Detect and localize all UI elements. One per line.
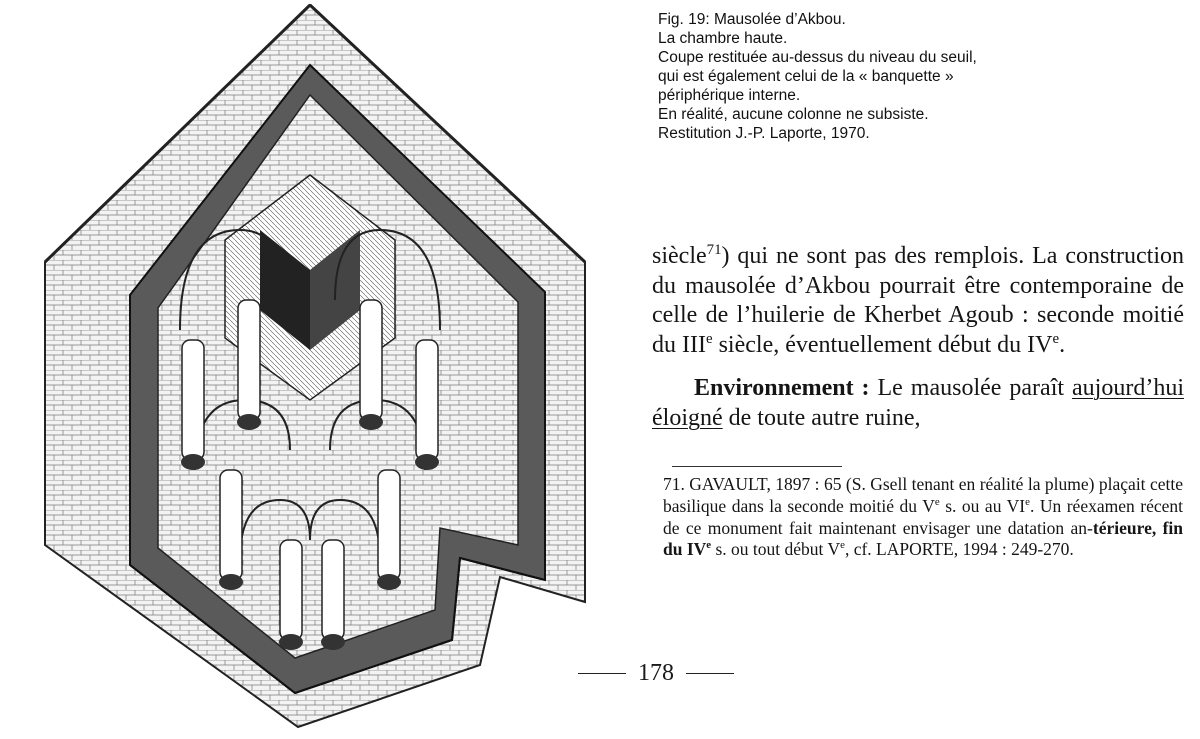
footnote-separator	[672, 466, 842, 467]
text-run: s. ou au VI	[939, 495, 1026, 516]
footnote-71	[663, 474, 1183, 561]
text-run: . Un réexamen récent de ce monument fait maintenant envisager une datation an-	[663, 495, 1183, 538]
superscript: e	[1025, 495, 1030, 508]
section-heading-inline: Environnement :	[694, 375, 870, 401]
caption-line: En réalité, aucune colonne ne subsiste.	[658, 106, 929, 123]
superscript: e	[1052, 330, 1060, 347]
paragraph-environnement	[652, 374, 1184, 433]
superscript: e	[706, 539, 712, 552]
text-run: .	[1059, 331, 1066, 358]
text-run: Le mausolée paraît	[869, 375, 1073, 401]
bold-text: térieure, fin du IV	[663, 517, 1183, 560]
caption-line: Fig. 19: Mausolée d’Akbou.	[658, 11, 846, 28]
text-run: de toute autre ruine,	[722, 404, 921, 431]
paragraph-dating	[652, 242, 1184, 360]
caption-line: Restitution J.-P. Laporte, 1970.	[658, 125, 870, 142]
mausoleum-drawing	[40, 0, 640, 739]
page-number: 178	[638, 659, 674, 686]
caption-line: qui est également celui de la « banquette »	[658, 68, 954, 85]
superscript: e	[840, 539, 845, 552]
page-number-dash-right	[686, 673, 734, 674]
body-text	[652, 242, 1184, 433]
superscript: e	[934, 495, 940, 508]
underlined-text: aujourd’hui éloigné	[652, 375, 1184, 431]
caption-line: périphérique interne.	[658, 87, 801, 104]
caption-line: Coupe restituée au-dessus du niveau du seuil,	[658, 49, 977, 66]
caption-line: La chambre haute.	[658, 30, 788, 47]
text-run: 71. GAVAULT, 1897 : 65 (S. Gsell tenant en réalité la plume) plaçait cette basilique dans la seconde moitié du V	[663, 474, 1183, 516]
text-run: siècle	[652, 243, 707, 269]
text-run: siècle, éventuellement début du IV	[712, 331, 1053, 358]
figure-caption	[658, 10, 1178, 143]
footnote-ref: 71	[706, 242, 722, 258]
page-footer	[566, 656, 746, 690]
text-run: ) qui ne sont pas des remplois. La construction du mausolée d’Akbou pourrait être contemporaine de celle de l’huilerie de Kherbet Agoub : seconde moitié du III	[652, 243, 1184, 358]
text-run: s. ou tout début V	[711, 539, 841, 560]
superscript: e	[705, 330, 713, 347]
page-number-dash-left	[578, 673, 626, 674]
text-run: , cf. LAPORTE, 1994 : 249-270.	[844, 539, 1074, 560]
